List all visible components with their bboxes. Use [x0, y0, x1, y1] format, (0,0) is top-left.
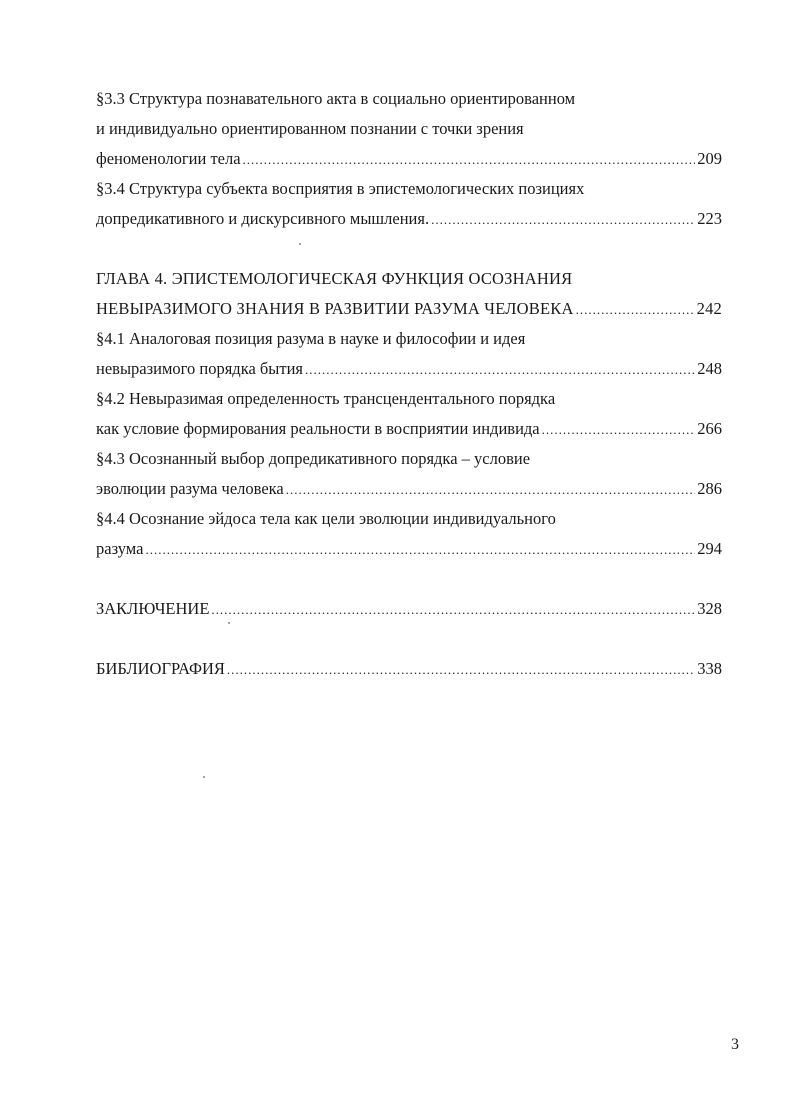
toc-conclusion-page: 328: [697, 599, 722, 618]
toc-entry-3-3-page: 209: [697, 149, 722, 168]
toc-chapter-4-line-2[interactable]: [96, 294, 722, 324]
dot-leader: [211, 595, 695, 625]
dot-leader: [576, 295, 695, 325]
toc-entry-4-1-line-1: §4.1 Аналоговая позиция разума в науке и философии и идея: [96, 329, 526, 348]
toc-entry-4-3-line-1: §4.3 Осознанный выбор допредикативного порядка – условие: [96, 449, 531, 468]
toc-entry-4-3-line-2[interactable]: [96, 474, 722, 504]
dot-leader: [227, 655, 695, 685]
toc-chapter-4-text: НЕВЫРАЗИМОГО ЗНАНИЯ В РАЗВИТИИ РАЗУМА ЧЕЛОВЕКА: [96, 299, 574, 318]
dot-leader: [305, 355, 695, 385]
dot-leader: [286, 475, 696, 505]
dot-leader: [431, 205, 695, 235]
dot-leader: [243, 145, 696, 175]
toc-entry-4-2-line-1: §4.2 Невыразимая определенность трансцендентального порядка: [96, 389, 556, 408]
toc-entry-4-3-text: эволюции разума человека: [96, 479, 284, 498]
toc-entry-4-4-line-2[interactable]: [96, 534, 722, 564]
scan-speck: [203, 776, 205, 778]
toc-conclusion[interactable]: [96, 594, 722, 624]
toc-entry-4-3-page: 286: [697, 479, 722, 498]
toc-entry-3-3-line-1: §3.3 Структура познавательного акта в социально ориентированном: [96, 89, 576, 108]
spacer: [96, 564, 722, 594]
page-number: 3: [731, 1036, 739, 1053]
toc-entry-3-4-page: 223: [697, 209, 722, 228]
toc-conclusion-text: ЗАКЛЮЧЕНИЕ: [96, 599, 210, 618]
spacer: [96, 234, 722, 264]
scan-speck: [228, 622, 230, 624]
toc-entry-4-2-text: как условие формирования реальности в восприятии индивида: [96, 419, 540, 438]
toc-entry-3-3-line-2: и индивидуально ориентированном познании с точки зрения: [96, 119, 524, 138]
toc-entry-3-3-line-3[interactable]: [96, 144, 722, 174]
dot-leader: [542, 415, 696, 445]
spacer: [96, 624, 722, 654]
toc-entry-3-3-text: феноменологии тела: [96, 149, 241, 168]
scan-speck: [299, 243, 301, 245]
toc-bibliography[interactable]: [96, 654, 722, 684]
dot-leader: [145, 535, 695, 565]
toc-entry-4-4-page: 294: [697, 539, 722, 558]
toc-entry-3-4-line-1: §3.4 Структура субъекта восприятия в эпистемологических позициях: [96, 179, 585, 198]
toc-entry-4-2-page: 266: [697, 419, 722, 438]
toc-entry-4-2-line-2[interactable]: [96, 414, 722, 444]
toc-entry-3-4-line-2[interactable]: [96, 204, 722, 234]
toc-chapter-4-page: 242: [696, 299, 722, 318]
toc-entry-4-1-line-2[interactable]: [96, 354, 722, 384]
toc-bibliography-page: 338: [697, 659, 722, 678]
toc-bibliography-text: БИБЛИОГРАФИЯ: [96, 659, 225, 678]
toc-entry-3-4-text: допредикативного и дискурсивного мышления.: [96, 209, 430, 228]
toc-entry-4-1-text: невыразимого порядка бытия: [96, 359, 304, 378]
toc-chapter-4-line-1: ГЛАВА 4. ЭПИСТЕМОЛОГИЧЕСКАЯ ФУНКЦИЯ ОСОЗНАНИЯ: [96, 269, 573, 288]
table-of-contents: [96, 84, 722, 684]
toc-entry-4-4-text: разума: [96, 539, 144, 558]
toc-entry-4-4-line-1: §4.4 Осознание эйдоса тела как цели эволюции индивидуального: [96, 509, 556, 528]
toc-entry-4-1-page: 248: [697, 359, 722, 378]
